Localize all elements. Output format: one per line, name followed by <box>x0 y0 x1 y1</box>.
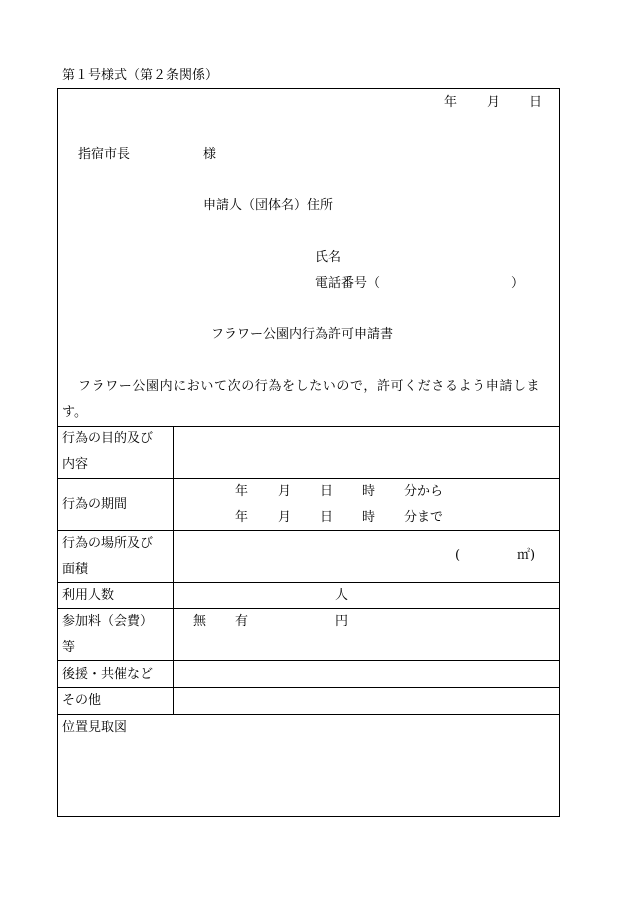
date-month: 月 <box>487 95 501 110</box>
applicant-phone-close: ） <box>511 276 525 291</box>
period-to-day: 日 <box>320 510 334 525</box>
map-label: 位置見取図 <box>62 720 128 735</box>
place-label-line-1: 行為の場所及び <box>62 536 154 551</box>
period-from-month: 月 <box>278 484 292 499</box>
applicant-phone-label: 電話番号（ <box>315 276 381 291</box>
body-text-line-1: フラワー公園内において次の行為をしたいので，許可くださるよう申請しま <box>78 379 541 394</box>
form-number: 第１号様式（第２条関係） <box>62 68 219 83</box>
fee-none-option: 無 <box>193 614 207 629</box>
addressee-honorific: 様 <box>203 147 217 162</box>
fee-label-line-2: 等 <box>62 640 76 655</box>
table-column-divider <box>173 426 174 714</box>
table-row-divider <box>57 608 560 609</box>
addressee-name: 指宿市長 <box>78 147 131 162</box>
table-row-divider <box>57 687 560 688</box>
period-from-year: 年 <box>235 484 249 499</box>
fee-yes-option: 有 <box>235 614 249 629</box>
table-row-divider <box>57 714 560 715</box>
place-label-line-2: 面積 <box>62 562 89 577</box>
users-unit: 人 <box>335 588 349 603</box>
period-from-day: 日 <box>320 484 334 499</box>
purpose-label-line-2: 内容 <box>62 457 89 472</box>
table-top-border <box>57 426 560 427</box>
period-from-minute: 分から <box>404 484 444 499</box>
date-year: 年 <box>444 95 458 110</box>
purpose-label-line-1: 行為の目的及び <box>62 431 154 446</box>
period-from-hour: 時 <box>362 484 376 499</box>
period-to-month: 月 <box>278 510 292 525</box>
fee-yen-unit: 円 <box>335 614 349 629</box>
date-day: 日 <box>529 95 543 110</box>
table-row-divider <box>57 478 560 479</box>
applicant-name-label: 氏名 <box>315 250 342 265</box>
users-label: 利用人数 <box>62 588 115 603</box>
area-unit: ㎡) <box>517 548 536 563</box>
table-row-divider <box>57 530 560 531</box>
period-label: 行為の期間 <box>62 497 128 512</box>
fee-label-line-1: 参加料（会費） <box>62 614 154 629</box>
table-row-divider <box>57 660 560 661</box>
applicant-address-label: 申請人（団体名）住所 <box>203 198 334 213</box>
period-to-year: 年 <box>235 510 249 525</box>
support-label: 後援・共催など <box>62 667 154 682</box>
period-to-hour: 時 <box>362 510 376 525</box>
table-row-divider <box>57 582 560 583</box>
area-paren-open: ( <box>455 548 461 563</box>
document-title: フラワー公園内行為許可申請書 <box>211 327 394 342</box>
body-text-line-2: す。 <box>62 405 87 420</box>
period-to-minute: 分まで <box>404 510 444 525</box>
other-label: その他 <box>62 693 102 708</box>
